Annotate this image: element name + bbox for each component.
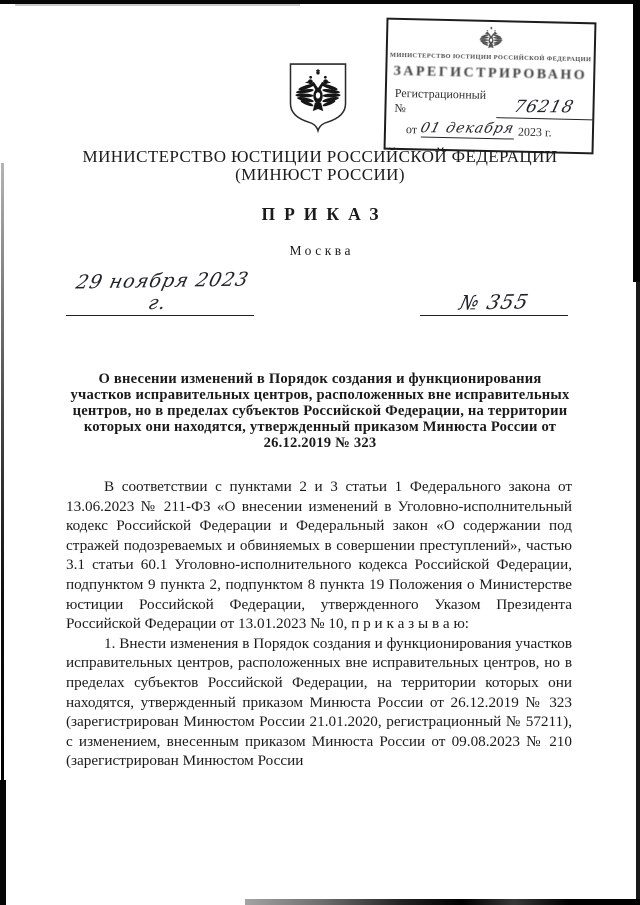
- scan-edge-top: [0, 0, 640, 4]
- stamp-ministry-line: МИНИСТЕРСТВО ЮСТИЦИИ РОССИЙСКОЙ ФЕДЕРАЦИИ: [389, 51, 592, 64]
- document-city: Москва: [289, 243, 354, 258]
- document-date-field: [66, 270, 254, 316]
- document-title: О внесении изменений в Порядок создания и функционирования участков исправительных центров, расположенных вне исправительных центров, но в пределах субъектов Российской Федерации, на территории которых они находятся, утвержденный приказом Минюста России от 26.12.2019 № 323: [70, 371, 570, 451]
- stamp-date-line: [386, 119, 592, 142]
- document-number-handwritten: № 355: [456, 289, 532, 315]
- ministry-header: [0, 148, 640, 184]
- scan-edge-left-bottom: [0, 780, 6, 905]
- scan-edge-right-upper: [633, 0, 640, 282]
- stamp-date-year-suffix: 2023 г.: [517, 124, 552, 140]
- scan-edge-bottom: [245, 899, 640, 905]
- stamp-registration-number-field: [496, 96, 592, 120]
- stamp-registration-line: [386, 86, 593, 121]
- document-body: [66, 477, 572, 771]
- stamp-date-field: [418, 119, 517, 139]
- coat-of-arms-icon: [286, 60, 350, 136]
- document-number-field: [420, 290, 568, 316]
- date-number-row: [66, 268, 574, 316]
- registration-stamp: [384, 18, 597, 155]
- stamp-registration-number-handwritten: 76218: [512, 97, 577, 118]
- scan-edge-right-lower: [636, 282, 640, 905]
- stamp-date-handwritten: 01 декабря: [418, 120, 517, 137]
- ministry-short-name: (МИНЮСТ РОССИИ): [235, 165, 405, 184]
- document-date-handwritten: 29 ноября 2023 г.: [73, 268, 252, 315]
- stamp-date-prefix: от: [405, 122, 418, 137]
- document-type-heading: ПРИКАЗ: [261, 204, 388, 224]
- ministry-name: МИНИСТЕРСТВО ЮСТИЦИИ РОССИЙСКОЙ ФЕДЕРАЦИИ: [82, 147, 558, 166]
- stamp-eagle-icon: [476, 25, 507, 53]
- stamp-registration-label: Регистрационный №: [394, 85, 487, 116]
- body-paragraph-1: В соответствии с пунктами 2 и 3 статьи 1 Федерального закона от 13.06.2023 № 211-ФЗ «О внесении изменений в Уголовно-исполнительный кодекс Российской Федерации и Федеральный закон «О содержании под стражей подозреваемых и обвиняемых в совершении преступлений», частью 3.1 статьи 60.1 Уголовно-исполнительного кодекса Российской Федерации, подпунктом 9 пункта 2, подпунктом 8 пункта 19 Положения о Министерстве юстиции Российской Федерации, утвержденного Указом Президента Российской Федерации от 13.01.2023 № 10, п р и к а з ы в а ю:: [66, 478, 572, 633]
- stamp-registered-label: ЗАРЕГИСТРИРОВАНО: [393, 63, 588, 84]
- body-paragraph-2: 1. Внести изменения в Порядок создания и функционирования участков исправительных центров, расположенных вне исправительных центров, но в пределах субъектов Российской Федерации, на территории которых они находятся, утвержденный приказом Минюста России от 26.12.2019 № 323 (зарегистрирован Минюстом России 21.01.2020, регистрационный № 57211), с изменением, внесенным приказом Минюста России от 09.08.2023 № 210 (зарегистрирован Минюстом России: [66, 634, 572, 770]
